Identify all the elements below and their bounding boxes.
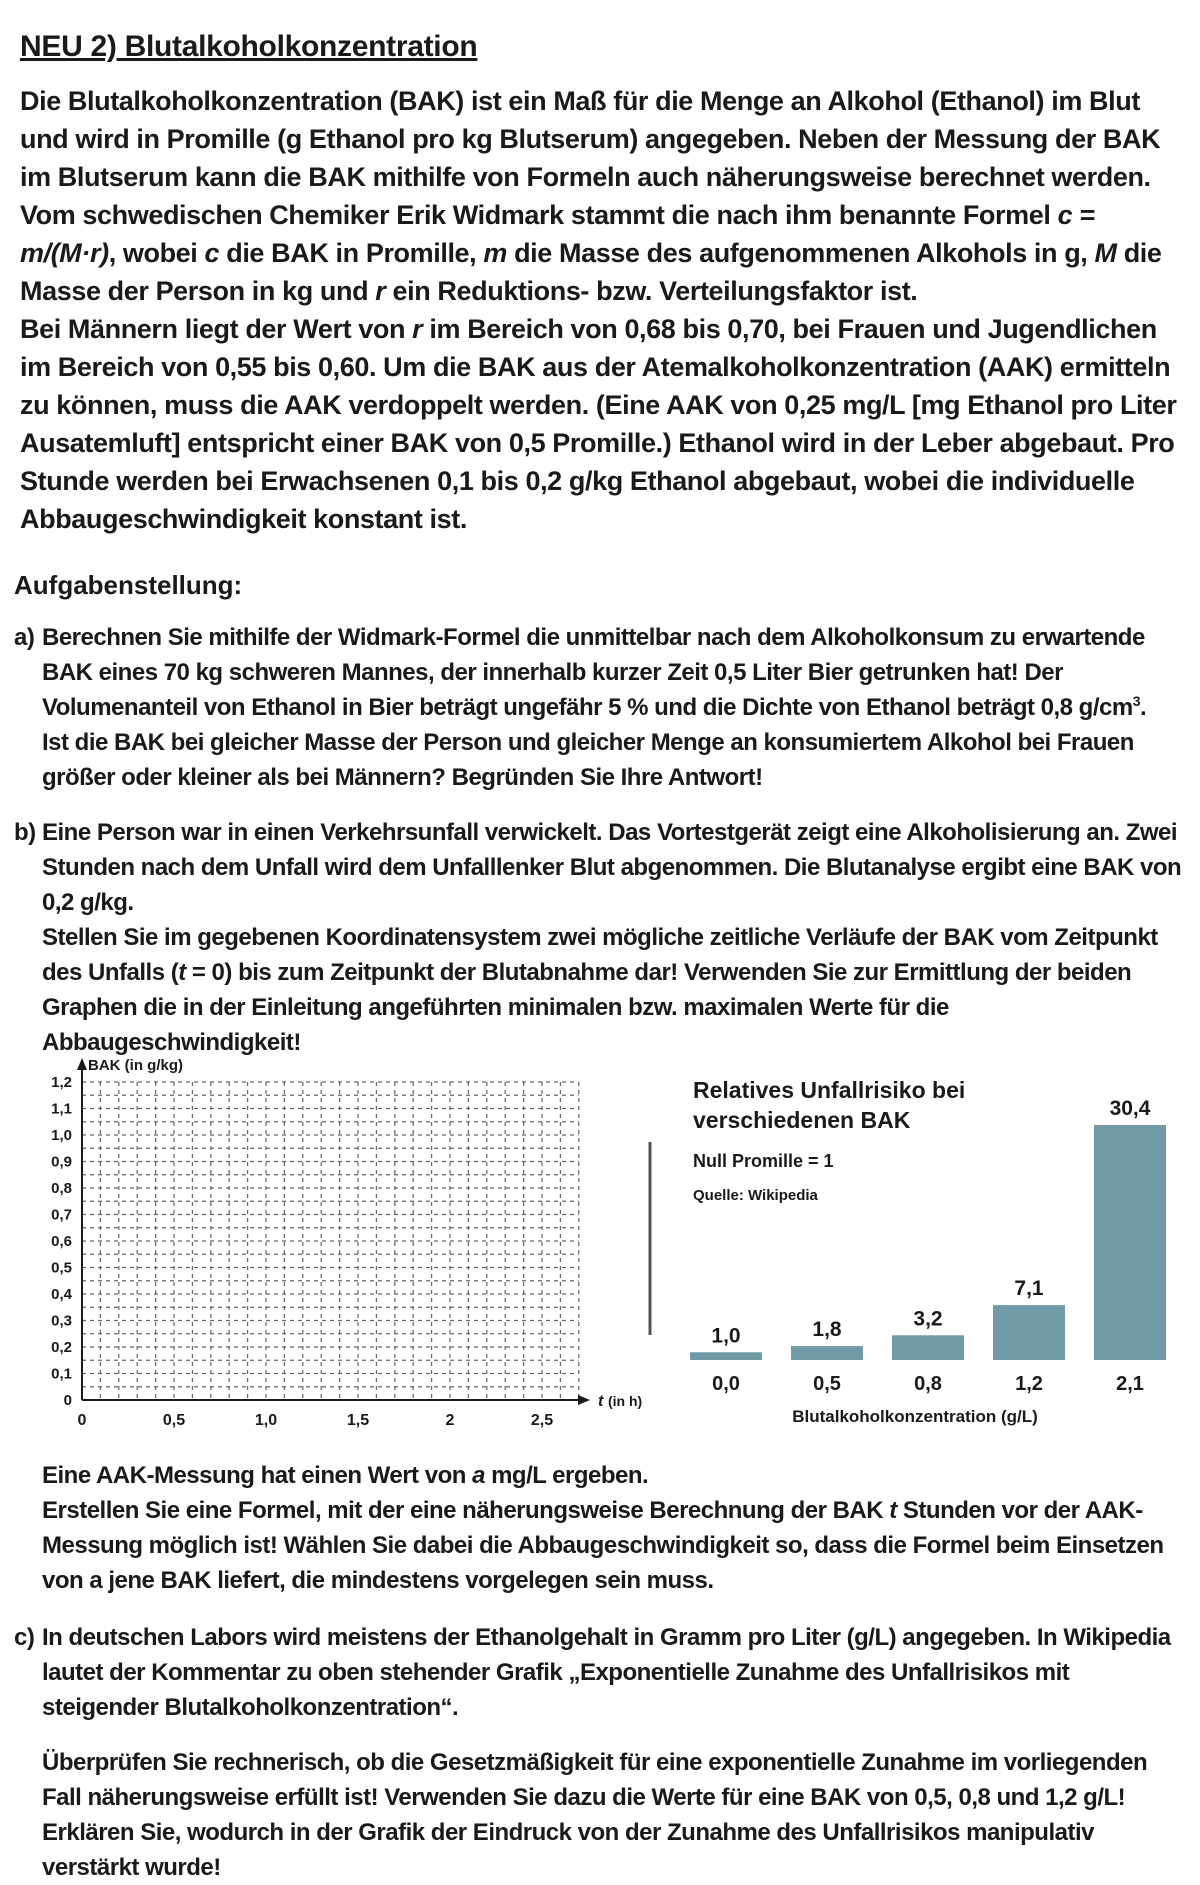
- chart-title-line-1: Relatives Unfallrisiko bei: [693, 1077, 966, 1103]
- x-tick-label: 0: [77, 1412, 87, 1429]
- y-tick-label: 0,6: [51, 1233, 72, 1250]
- y-tick-label: 1,0: [51, 1127, 72, 1144]
- x-tick-label: 2: [445, 1412, 455, 1429]
- task-text-span: mg/L ergeben.: [484, 1462, 649, 1489]
- intro-paragraph-3: [20, 310, 1180, 538]
- variable-m: m: [483, 238, 507, 268]
- variable-M: M: [1094, 238, 1117, 268]
- y-tick-label: 0,4: [51, 1286, 72, 1303]
- intro-text-span: Bei Männern liegt der Wert von: [20, 314, 413, 344]
- task-text-span: Stunden vor der AAK-Messung möglich ist! Wählen Sie dabei die Abbaugeschwindigkeit so, dass die Formel beim Einsetzen von a jene BAK liefert, die mindestens vorgelegen sein muss.: [42, 1497, 1164, 1594]
- task-a-label: a): [14, 624, 35, 651]
- task-text-span: Erstellen Sie eine Formel, mit der eine näherungsweise Berechnung der BAK: [42, 1497, 890, 1524]
- task-c: [14, 1620, 1184, 1885]
- x-tick-label: 1,5: [346, 1412, 370, 1429]
- bar-marks: [690, 1097, 1166, 1395]
- intro-text-span: die Masse des aufgenommenen Alkohols in g,: [506, 238, 1095, 268]
- variable-t: t: [889, 1497, 897, 1524]
- x-tick-label: 1,0: [254, 1412, 278, 1429]
- task-b-paragraph-2: [42, 920, 1184, 1060]
- bar-category-label: 2,1: [1116, 1373, 1144, 1395]
- task-text-span: = 0) bis zum Zeitpunkt der Blutabnahme dar! Verwenden Sie zur Ermittlung der beiden Graphen die in der Einleitung angeführten minimalen bzw. maximalen Werte für die Abbaugeschwindigkeit!: [42, 959, 1132, 1056]
- intro-text-span: ein Reduktions- bzw. Verteilungsfaktor ist.: [385, 276, 918, 306]
- bar-value-label: 7,1: [1014, 1277, 1044, 1301]
- intro-paragraph-1: Die Blutalkoholkonzentration (BAK) ist ein Maß für die Menge an Alkohol (Ethanol) im Blut und wird in Promille (g Ethanol pro kg Blutserum) angegeben. Neben der Messung der BAK im Blutserum kann die BAK mithilfe von Formeln auch näherungsweise berechnet werden.: [20, 86, 1161, 192]
- task-c-paragraph-2: Überprüfen Sie rechnerisch, ob die Gesetzmäßigkeit für eine exponentielle Zunahme im vorliegenden Fall näherungsweise erfüllt ist! Verwenden Sie dazu die Werte für eine BAK von 0,5, 0,8 und 1,2 g/L! Erklären Sie, wodurch in der Grafik der Eindruck von der Zunahme des Unfallrisikos manipulativ verstärkt wurde!: [42, 1749, 1148, 1881]
- intro-text: [20, 82, 1180, 538]
- task-c-paragraph-1: In deutschen Labors wird meistens der Ethanolgehalt in Gramm pro Liter (g/L) angegeben. In Wikipedia lautet der Kommentar zu oben stehender Grafik „Exponentielle Zunahme des Unfallrisikos mit steigender Blutalkoholkonzentration“.: [42, 1624, 1171, 1721]
- x-axis-variable: t: [598, 1393, 604, 1410]
- bar-value-label: 1,0: [711, 1324, 741, 1348]
- intro-text-span: die BAK in Promille,: [219, 238, 484, 268]
- task-b: [14, 815, 1184, 1060]
- coordinate-system: [30, 1050, 643, 1440]
- axes: [82, 1060, 588, 1400]
- axis-arrows: [77, 1058, 590, 1405]
- task-text-span: Stellen Sie im gegebenen Koordinatensystem zwei mögliche zeitliche Verläufe der BAK vom Zeitpunkt des Unfalls (: [42, 924, 1158, 986]
- y-tick-label: 0: [63, 1392, 72, 1409]
- x-axis-unit: (in h): [608, 1393, 643, 1409]
- bar-category-label: 0,8: [914, 1373, 942, 1395]
- bar: [791, 1346, 863, 1360]
- variable-c: c: [204, 238, 220, 268]
- y-tick-label: 0,1: [51, 1365, 72, 1383]
- chart-subtitle: Null Promille = 1: [693, 1151, 834, 1171]
- bar: [690, 1352, 762, 1360]
- task-b-paragraph-4: [42, 1493, 1184, 1598]
- task-b-label: b): [14, 819, 36, 846]
- y-tick-label: 0,2: [51, 1339, 72, 1356]
- intro-text-span: die Masse der Person in kg und: [20, 238, 1162, 306]
- superscript: 3: [1132, 693, 1140, 709]
- chart-source: Quelle: Wikipedia: [693, 1187, 818, 1204]
- task-b-paragraph-1: Eine Person war in einen Verkehrsunfall verwickelt. Das Vortestgerät zeigt eine Alkoholisierung an. Zwei Stunden nach dem Unfall wird dem Unfalllenker Blut abgenommen. Die Blutanalyse ergibt eine BAK von 0,2 g/kg.: [42, 819, 1182, 916]
- x-tick-label: 0,5: [162, 1412, 186, 1429]
- task-a-paragraph-1: [42, 620, 1184, 725]
- y-axis-label: BAK (in g/kg): [88, 1057, 183, 1074]
- task-b-continued: [14, 1458, 1184, 1598]
- bar-value-label: 30,4: [1109, 1097, 1151, 1120]
- y-tick-label: 1,2: [51, 1074, 72, 1091]
- bar: [993, 1305, 1065, 1360]
- widmark-formula: c = m/(M·r): [20, 200, 1095, 268]
- y-tick-label: 0,3: [51, 1312, 72, 1330]
- task-text-span: .: [1140, 694, 1147, 721]
- bar-category-label: 0,0: [712, 1373, 740, 1395]
- tick-labels: [51, 1074, 553, 1429]
- task-text-span: Berechnen Sie mithilfe der Widmark-Formel die unmittelbar nach dem Alkoholkonsum zu erwartende BAK eines 70 kg schweren Mannes, der innerhalb kurzer Zeit 0,5 Liter Bier getrunken hat! Der Volumenanteil von Ethanol in Bier beträgt ungefähr 5 % und die Dichte von Ethanol beträgt 0,8 g/cm: [42, 624, 1145, 721]
- variable-r: r: [375, 276, 386, 306]
- y-tick-label: 1,1: [51, 1100, 72, 1118]
- intro-text-span: , wobei: [108, 238, 205, 268]
- intro-text-span: im Bereich von 0,68 bis 0,70, bei Frauen und Jugendlichen im Bereich von 0,55 bis 0,60. Um die BAK aus der Atemalkoholkonzentration (AAK) ermitteln zu können, muss die AAK verdoppelt werden. (Eine AAK von 0,25 mg/L [mg Ethanol pro Liter Ausatemluft] entspricht einer BAK von 0,5 Promille.) Ethanol wird in der Leber abgebaut. Pro Stunde werden bei Erwachsenen 0,1 bis 0,2 g/kg Ethanol abgebaut, wobei die individuelle Abbaugeschwindigkeit konstant ist.: [20, 314, 1177, 534]
- bar-value-label: 1,8: [812, 1318, 842, 1342]
- bar-category-label: 1,2: [1015, 1373, 1043, 1395]
- bar: [892, 1335, 964, 1360]
- chart-title-line-2: verschiedenen BAK: [693, 1107, 911, 1133]
- intro-text-span: Vom schwedischen Chemiker Erik Widmark stammt die nach ihm benannte Formel: [20, 200, 1058, 230]
- x-tick-label: 2,5: [530, 1412, 554, 1429]
- task-heading: Aufgabenstellung:: [14, 570, 243, 600]
- task-a: [14, 620, 1184, 795]
- bar-chart: [630, 1070, 1180, 1440]
- task-a-paragraph-2: Ist die BAK bei gleicher Masse der Person und gleicher Menge an konsumiertem Alkohol bei Frauen größer oder kleiner als bei Männern? Begründen Sie Ihre Antwort!: [42, 729, 1134, 791]
- variable-t: t: [178, 959, 186, 986]
- grid: [82, 1082, 579, 1400]
- page-title: NEU 2) Blutalkoholkonzentration: [20, 30, 478, 63]
- y-tick-label: 0,9: [51, 1153, 72, 1171]
- task-text-span: Eine AAK-Messung hat einen Wert von: [42, 1462, 473, 1489]
- bar-value-label: 3,2: [913, 1307, 943, 1331]
- intro-paragraph-2: [20, 196, 1180, 310]
- bar-chart-x-label: Blutalkoholkonzentration (g/L): [792, 1407, 1038, 1426]
- task-b-paragraph-3: [42, 1458, 1184, 1493]
- y-tick-label: 0,5: [51, 1259, 72, 1277]
- bar-category-label: 0,5: [813, 1373, 841, 1395]
- variable-a: a: [472, 1462, 485, 1489]
- y-tick-label: 0,7: [51, 1206, 72, 1224]
- task-c-label: c): [14, 1624, 35, 1651]
- variable-r: r: [412, 314, 423, 344]
- y-tick-label: 0,8: [51, 1180, 72, 1197]
- bar: [1094, 1125, 1166, 1360]
